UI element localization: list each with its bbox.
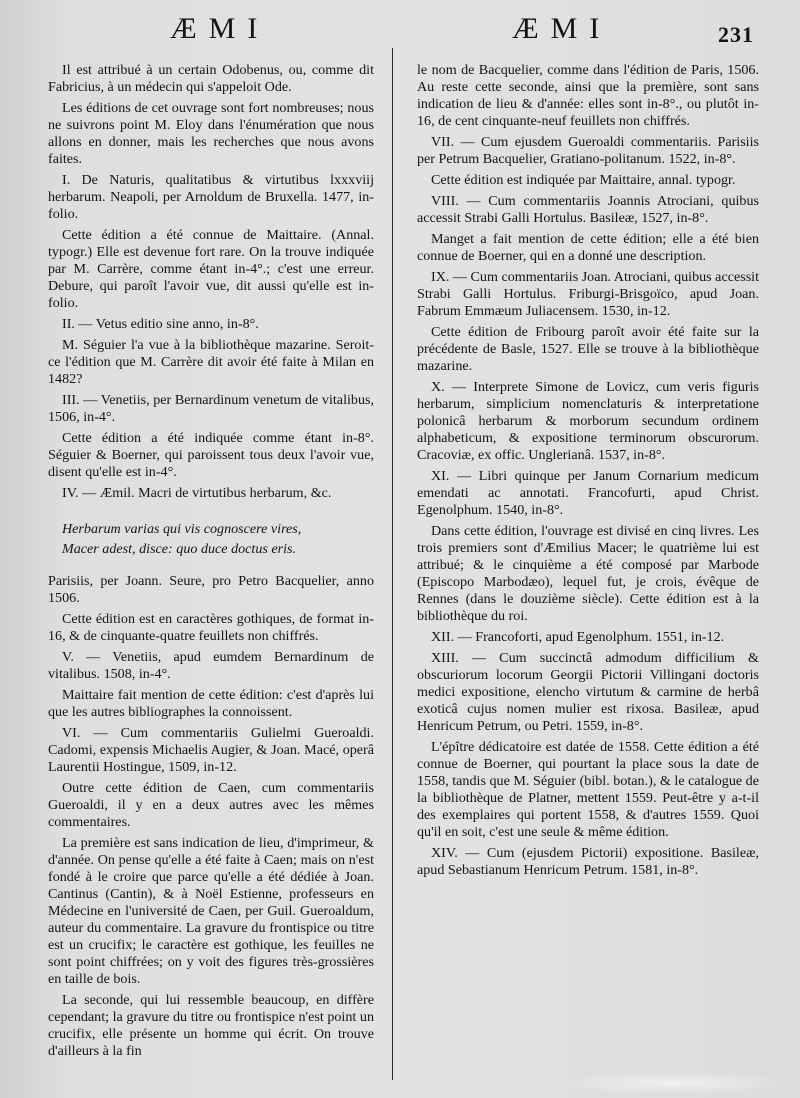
left-text-column bbox=[48, 62, 374, 1064]
paragraph: le nom de Bacquelier, comme dans l'édition de Paris, 1506. Au reste cette seconde, ainsi que la première, sont sans indication de lieu & d'année: elles sont in-8°., ou plutôt in-16, de cent cinquante-neuf feuillets non chiffrés. bbox=[417, 62, 759, 129]
verse-line: Herbarum varias qui vis cognoscere vires, bbox=[62, 521, 302, 537]
paragraph: Manget a fait mention de cette édition; elle a été bien connue de Boerner, qui en a donné une description. bbox=[417, 231, 759, 264]
verse-line: Macer adest, disce: quo duce doctus eris. bbox=[62, 541, 297, 557]
paragraph: M. Séguier l'a vue à la bibliothèque mazarine. Seroit-ce l'édition que M. Carrère dit avoir été faite à Milan en 1482? bbox=[48, 337, 374, 387]
paragraph: VI. — Cum commentariis Gulielmi Gueroaldi. Cadomi, expensis Michaelis Augier, & Joan. Macé, operâ Laurentii Hostingue, 1509, in-12. bbox=[48, 725, 374, 775]
column-divider bbox=[392, 48, 393, 1080]
paragraph: III. — Venetiis, per Bernardinum venetum de vitalibus, 1506, in-4°. bbox=[48, 392, 374, 425]
paragraph: Cette édition est en caractères gothiques, de format in-16, & de cinquante-quatre feuillets non chiffrés. bbox=[48, 611, 374, 644]
paragraph: VII. — Cum ejusdem Gueroaldi commentariis. Parisiis per Petrum Bacquelier, Gratiano-politanum. 1522, in-8°. bbox=[417, 134, 759, 167]
paragraph: XIV. — Cum (ejusdem Pictorii) expositione. Basileæ, apud Sebastianum Henricum Petrum. 1581, in-8°. bbox=[417, 845, 759, 878]
paragraph: La première est sans indication de lieu, d'imprimeur, & d'année. On pense qu'elle a été faite à Caen; mais on n'est fondé à le croire que parce qu'elle a été dédiée à Joan. Cantinus (Cantin), & à Noël Estienne, professeurs en Médecine en l'université de Caen, per Guil. Gueroaldum, auteur du commentaire. La gravure du frontispice ou titre est un crucifix; le caractère est gothique, les feuilles ne sont point chiffrées; on y voit des figures très-grossières en taille de bois. bbox=[48, 835, 374, 987]
paragraph-spacer bbox=[48, 506, 374, 518]
paragraph: Parisiis, per Joann. Seure, pro Petro Bacquelier, anno 1506. bbox=[48, 573, 374, 606]
paragraph: Cette édition a été indiquée comme étant in-8°. Séguier & Boerner, qui paroissent tous deux l'avoir vue, disent qu'elle est in-4°. bbox=[48, 430, 374, 480]
paragraph: IX. — Cum commentariis Joan. Atrociani, quibus accessit Strabi Galli Hortulus. Friburgi-Brisgoïco, apud Joan. Fabrum Emmæum Juliacensem. 1530, in-12. bbox=[417, 269, 760, 319]
paper-stain bbox=[560, 1072, 790, 1094]
running-header bbox=[0, 12, 800, 52]
paragraph: II. — Vetus editio sine anno, in-8°. bbox=[62, 316, 259, 332]
paragraph-spacer bbox=[48, 561, 374, 573]
paragraph: Il est attribué à un certain Odobenus, ou, comme dit Fabricius, à un médecin qui s'appeloit Ode. bbox=[48, 62, 374, 95]
paragraph: Dans cette édition, l'ouvrage est divisé en cinq livres. Les trois premiers sont d'Æmilius Macer; le quatrième lui est attribué; & le cinquième a été composé par Marbode (Episcopo Marbodæo), lequel fut, je crois, évêque de Rennes (dans le douzième siècle). Cette édition est à la bibliothèque du roi. bbox=[417, 523, 759, 624]
paragraph: Cette édition a été connue de Maittaire. (Annal. typogr.) Elle est devenue fort rare. On la trouve indiquée par M. Carrère, comme étant in-4°.; c'est une erreur. Debure, qui paroît l'avoir vue, dit aussi qu'elle est in-folio. bbox=[48, 227, 374, 311]
paragraph: I. De Naturis, qualitatibus & virtutibus lxxxviij herbarum. Neapoli, per Arnoldum de Bruxella. 1477, in-folio. bbox=[48, 172, 374, 222]
paragraph: X. — Interprete Simone de Lovicz, cum veris figuris herbarum, simplicium nomenclaturis & interpretatione polonicâ herbarum & morborum secundum ordinem alphabeticum, & expositione terminorum obscurorum. Cracoviæ, ex offic. Unglerianâ. 1537, in-8°. bbox=[417, 379, 759, 463]
paragraph: VIII. — Cum commentariis Joannis Atrociani, quibus accessit Strabi Galli Hortulus. Basileæ, 1527, in-8°. bbox=[417, 193, 759, 226]
paragraph: Maittaire fait mention de cette édition: c'est d'après lui que les autres bibliographes la connoissent. bbox=[48, 687, 374, 720]
paragraph: XIII. — Cum succinctâ admodum difficilium & obscuriorum locorum Georgii Pictorii Villingani doctoris medici expositione, elencho virtutum & carmine de herbâ exoticâ cujus nomen mulier est rixosa. Basileæ, apud Henricum Petrum, ou Petri. 1559, in-8°. bbox=[417, 650, 759, 734]
paragraph: La seconde, qui lui ressemble beaucoup, en diffère cependant; la gravure du titre ou frontispice n'est point un crucifix, elle présente un homme qui écrit. On trouve d'ailleurs à la fin bbox=[48, 992, 374, 1059]
running-title-right: ÆMI bbox=[512, 12, 612, 45]
paragraph: Les éditions de cet ouvrage sont fort nombreuses; nous ne suivrons point M. Eloy dans l'énumération que nous allons en donner, mais les recherches que nous avons faites. bbox=[48, 100, 374, 167]
paragraph: XI. — Libri quinque per Janum Cornarium medicum emendati ac annotati. Francofurti, apud Christ. Egenolphum. 1540, in-8°. bbox=[417, 468, 759, 518]
paragraph: IV. — Æmil. Macri de virtutibus herbarum, &c. bbox=[62, 485, 332, 501]
paragraph: XII. — Francoforti, apud Egenolphum. 1551, in-12. bbox=[431, 629, 725, 645]
paragraph: Cette édition est indiquée par Maittaire, annal. typogr. bbox=[431, 172, 736, 188]
page-number: 231 bbox=[718, 22, 754, 47]
paragraph: Outre cette édition de Caen, cum commentariis Gueroaldi, il y en a deux autres avec les mêmes commentaires. bbox=[48, 780, 374, 830]
running-title-left: ÆMI bbox=[170, 12, 270, 45]
right-text-column bbox=[417, 62, 759, 883]
paragraph: V. — Venetiis, apud eumdem Bernardinum de vitalibus. 1508, in-4°. bbox=[48, 649, 374, 682]
paragraph: Cette édition de Fribourg paroît avoir été faite sur la précédente de Basle, 1527. Elle se trouve à la bibliothèque mazarine. bbox=[417, 324, 759, 374]
paragraph: L'épître dédicatoire est datée de 1558. Cette édition a été connue de Boerner, qui pourtant la place sous la date de 1558, tandis que M. Séguier (bibl. botan.), & le catalogue de la bibliothèque de Platner, mettent 1559. Peut-être y a-t-il des exemplaires qui portent 1558, & d'autres 1559. Quoi qu'il en soit, c'est une seule & même édition. bbox=[417, 739, 759, 840]
